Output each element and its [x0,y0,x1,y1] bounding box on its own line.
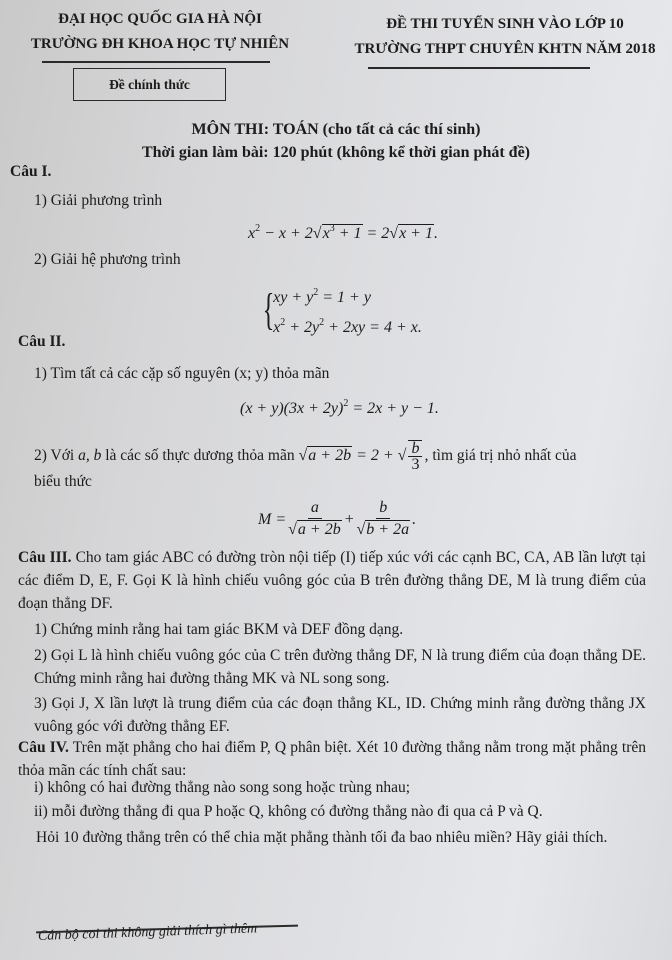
official-exam-box [73,68,226,101]
q1-part2-system [258,280,422,340]
q2-part2-statement: 2) Với a, b là các số thực dương thỏa mãn √a + 2b = 2 + √ $\frac{b}{3}$ , tìm giá trị nhỏ nhất của [34,440,577,473]
subject-title: MÔN THI: TOÁN (cho tất cả các thí sinh) [191,121,481,138]
q3-intro: Câu III. Cho tam giác ABC có đường tròn nội tiếp (I) tiếp xúc với các cạnh BC, CA, AB lần lượt tại các điểm D, E, F. Gọi K là hình chiếu vuông góc của B trên đường thẳng DE, M là trung điểm của đoạn thẳng DF. [18,549,646,612]
question-3-title: Câu III. [18,549,72,566]
q2-part2-label-d: biểu thức [34,473,92,490]
q3-part1: 1) Chứng minh rằng hai tam giác BKM và DEF đồng dạng. [34,621,404,638]
exam-school-year: TRƯỜNG THPT CHUYÊN KHTN NĂM 2018 [354,41,656,57]
exam-title: ĐỀ THI TUYỂN SINH VÀO LỚP 10 [386,16,624,32]
q1-part1-equation: $x^2 - x + 2√x^3 + 1 = 2√x + 1$. [248,223,438,242]
q2-part1-equation: $(x + y)(3x + 2y)^2 = 2x + y - 1$. [240,398,439,417]
footer-note: Cán bộ coi thi không giải thích gì thêm [37,921,258,944]
q2-part1-label: 1) Tìm tất cả các cặp số nguyên (x; y) thỏa mãn [34,365,330,382]
university-name: ĐẠI HỌC QUỐC GIA HÀ NỘI [58,11,262,27]
official-exam-label: Đề chính thức [109,76,190,92]
exam-duration: Thời gian làm bài: 120 phút (không kể thời gian phát đề) [141,144,531,161]
q3-part3: 3) Gọi J, X lần lượt là trung điểm của các đoạn thẳng KL, ID. Chứng minh rằng đường thẳng JX vuông góc với đường thẳng EF. [34,695,646,735]
system-eq-2: $x^2 + 2y^2 + 2xy = 4 + x$. [273,317,422,336]
system-eq-1: xy + $y^2 = 1 + y$ [273,287,371,306]
q2-condition: √a + 2b = 2 + √ $\frac{b}{3}$ , [298,440,429,473]
q1-part1-label: 1) Giải phương trình [34,192,163,209]
q1-part2-label: 2) Giải hệ phương trình [34,251,181,268]
q3-part2: 2) Gọi L là hình chiếu vuông góc của C trên đường thẳng DF, N là trung điểm của đoạn thẳng DE. Chứng minh rằng hai đường thẳng MK và NL song song. [34,647,646,687]
q2-vars: a, b [78,447,102,465]
header-right-underline [368,67,590,69]
brace-symbol: { [262,285,275,334]
question-4-title: Câu IV. [18,739,69,756]
school-name: TRƯỜNG ĐH KHOA HỌC TỰ NHIÊN [30,36,290,52]
q2-part2-expression: M = $\frac{a}{√a + 2b}$ + $\frac{b}{√b + 2a}$ . [258,499,417,538]
header-left-underline [42,61,270,63]
q4-intro: Câu IV. Trên mặt phẳng cho hai điểm P, Q phân biệt. Xét 10 đường thẳng nằm trong mặt phẳng trên thỏa mãn các tính chất sau: [18,739,646,779]
q4-condition-2: ii) mỗi đường thẳng đi qua P hoặc Q, không có đường thẳng nào đi qua cả P và Q. [34,803,543,820]
q4-condition-1: i) không có hai đường thẳng nào song song hoặc trùng nhau; [34,779,411,796]
q4-question: Hỏi 10 đường thẳng trên có thể chia mặt phẳng thành tối đa bao nhiêu miền? Hãy giải thích. [36,829,608,846]
question-2-title: Câu II. [18,333,66,350]
question-1-title: Câu I. [10,163,52,180]
